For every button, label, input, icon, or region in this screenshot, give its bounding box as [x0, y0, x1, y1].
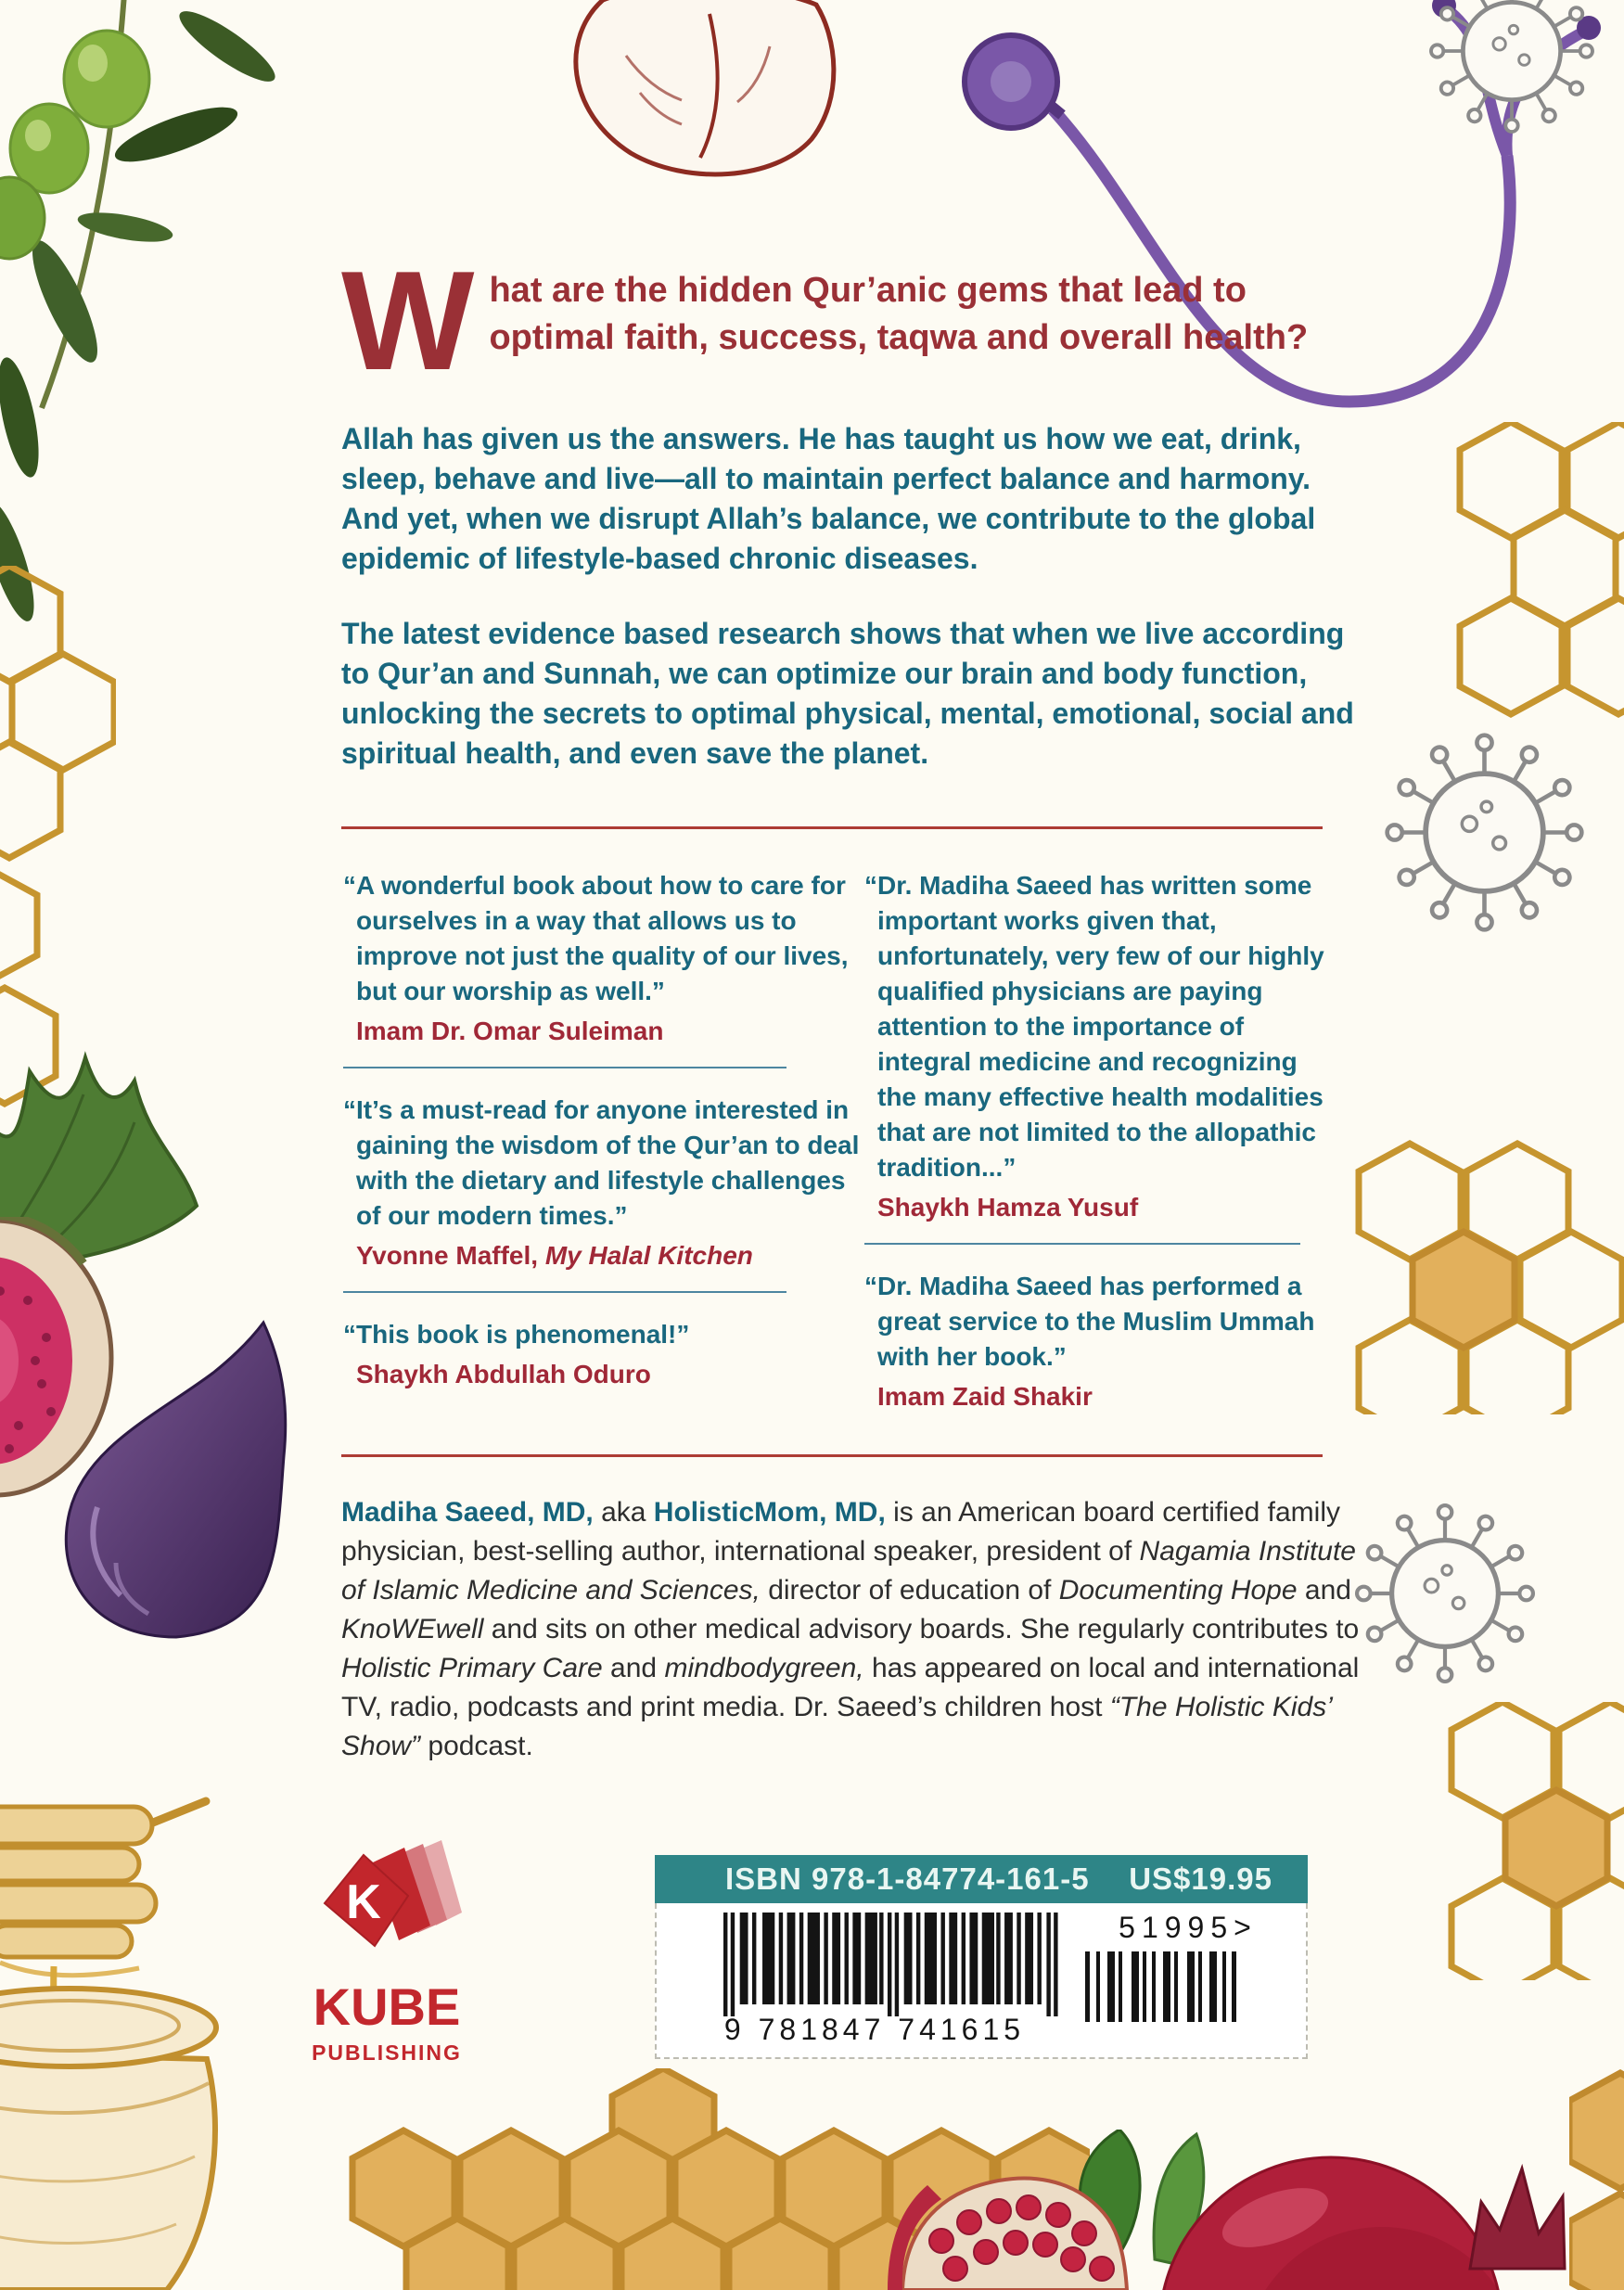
publisher-subtitle: PUBLISHING: [312, 2041, 462, 2065]
quote: [341, 868, 861, 1048]
quote-attribution: Shaykh Abdullah Oduro: [356, 1360, 651, 1388]
ean-digits: 9 781847 741615: [723, 2013, 1026, 2046]
isbn-header: [655, 1855, 1308, 1903]
addon-digits: 51995>: [1119, 1911, 1258, 1944]
price-label: US$19.95: [1129, 1861, 1272, 1896]
quote-divider: [343, 1291, 786, 1293]
isbn-panel: [655, 1855, 1308, 2059]
kube-logo-icon: [317, 1838, 466, 1970]
headline-dropcap: W: [341, 242, 475, 400]
ean-barcode: [723, 1913, 1062, 2016]
quote-attribution: Imam Dr. Omar Suleiman: [356, 1017, 664, 1045]
quote: [863, 1269, 1331, 1414]
quote-attribution: Imam Zaid Shakir: [877, 1382, 1093, 1411]
quotes-column-left: [341, 868, 861, 1408]
quote-text: “It’s a must-read for anyone interested in gaining the wisdom of the Qur’an to deal with the dietary and lifestyle challenges of our modern times.”: [343, 1095, 860, 1230]
divider-top: [341, 826, 1323, 829]
divider-bottom: [341, 1454, 1323, 1457]
addon-barcode: [1085, 1951, 1243, 2022]
quote-divider: [343, 1067, 786, 1068]
headline-line-1: hat are the hidden Qur’anic gems that lead to: [489, 271, 1247, 310]
intro-paragraph-2: The latest evidence based research shows that when we live according to Qur’an and Sunnah, we can optimize our brain and body function, unlocking the secrets to optimal physical, mental, emotional, social and spiritual health, and even save the planet.: [341, 617, 1354, 770]
publisher-name: KUBE: [313, 1977, 461, 2036]
kube-logo-letter: K: [346, 1875, 381, 1929]
quote: [341, 1093, 861, 1273]
author-bio: Madiha Saeed, MD, aka HolisticMom, MD, is an American board certified family physician, best-selling author, international speaker, president of Nagamia Institute of Islamic Medicine and Sciences, director of education of Documenting Hope and KnoWEwell and sits on other medical advisory boards. She regularly contributes to Holistic Primary Care and mindbodygreen, has appeared on local and international TV, radio, podcasts and print media. Dr. Saeed’s children host “The Holistic Kids’ Show” podcast.: [341, 1497, 1360, 1761]
headline-line-2: optimal faith, success, taqwa and overall health?: [489, 318, 1309, 357]
author-name: Madiha Saeed, MD,: [341, 1497, 594, 1528]
headline: [341, 242, 1417, 400]
intro-paragraph-1: Allah has given us the answers. He has taught us how we eat, drink, sleep, behave and live—all to maintain perfect balance and harmony. And yet, when we disrupt Allah’s balance, we contribute to the global epidemic of lifestyle-based chronic diseases.: [341, 422, 1316, 575]
quote-attribution: Shaykh Hamza Yusuf: [877, 1193, 1139, 1222]
quote: [863, 868, 1331, 1224]
isbn-label: ISBN 978-1-84774-161-5: [725, 1861, 1090, 1896]
quote-text: “A wonderful book about how to care for ourselves in a way that allows us to improve not just the quality of our lives, but our worship as well.”: [343, 871, 849, 1005]
barcode-area: [655, 1903, 1308, 2059]
quote: [341, 1317, 861, 1391]
publisher-logo: [299, 1838, 475, 2066]
author-alias: HolisticMom, MD,: [653, 1497, 886, 1528]
quote-divider: [864, 1243, 1300, 1245]
quotes-column-right: [863, 868, 1331, 1430]
quote-text: “This book is phenomenal!”: [343, 1320, 690, 1349]
quote-text: “Dr. Madiha Saeed has written some important works given that, unfortunately, very few of our highly qualified physicians are paying attention to the importance of integral medicine and recognizing the many effective health modalities that are not limited to the allopathic tradition...”: [864, 871, 1324, 1182]
quote-text: “Dr. Madiha Saeed has performed a great service to the Muslim Ummah with her book.”: [864, 1272, 1315, 1371]
quote-attribution: Yvonne Maffel, My Halal Kitchen: [356, 1241, 753, 1270]
